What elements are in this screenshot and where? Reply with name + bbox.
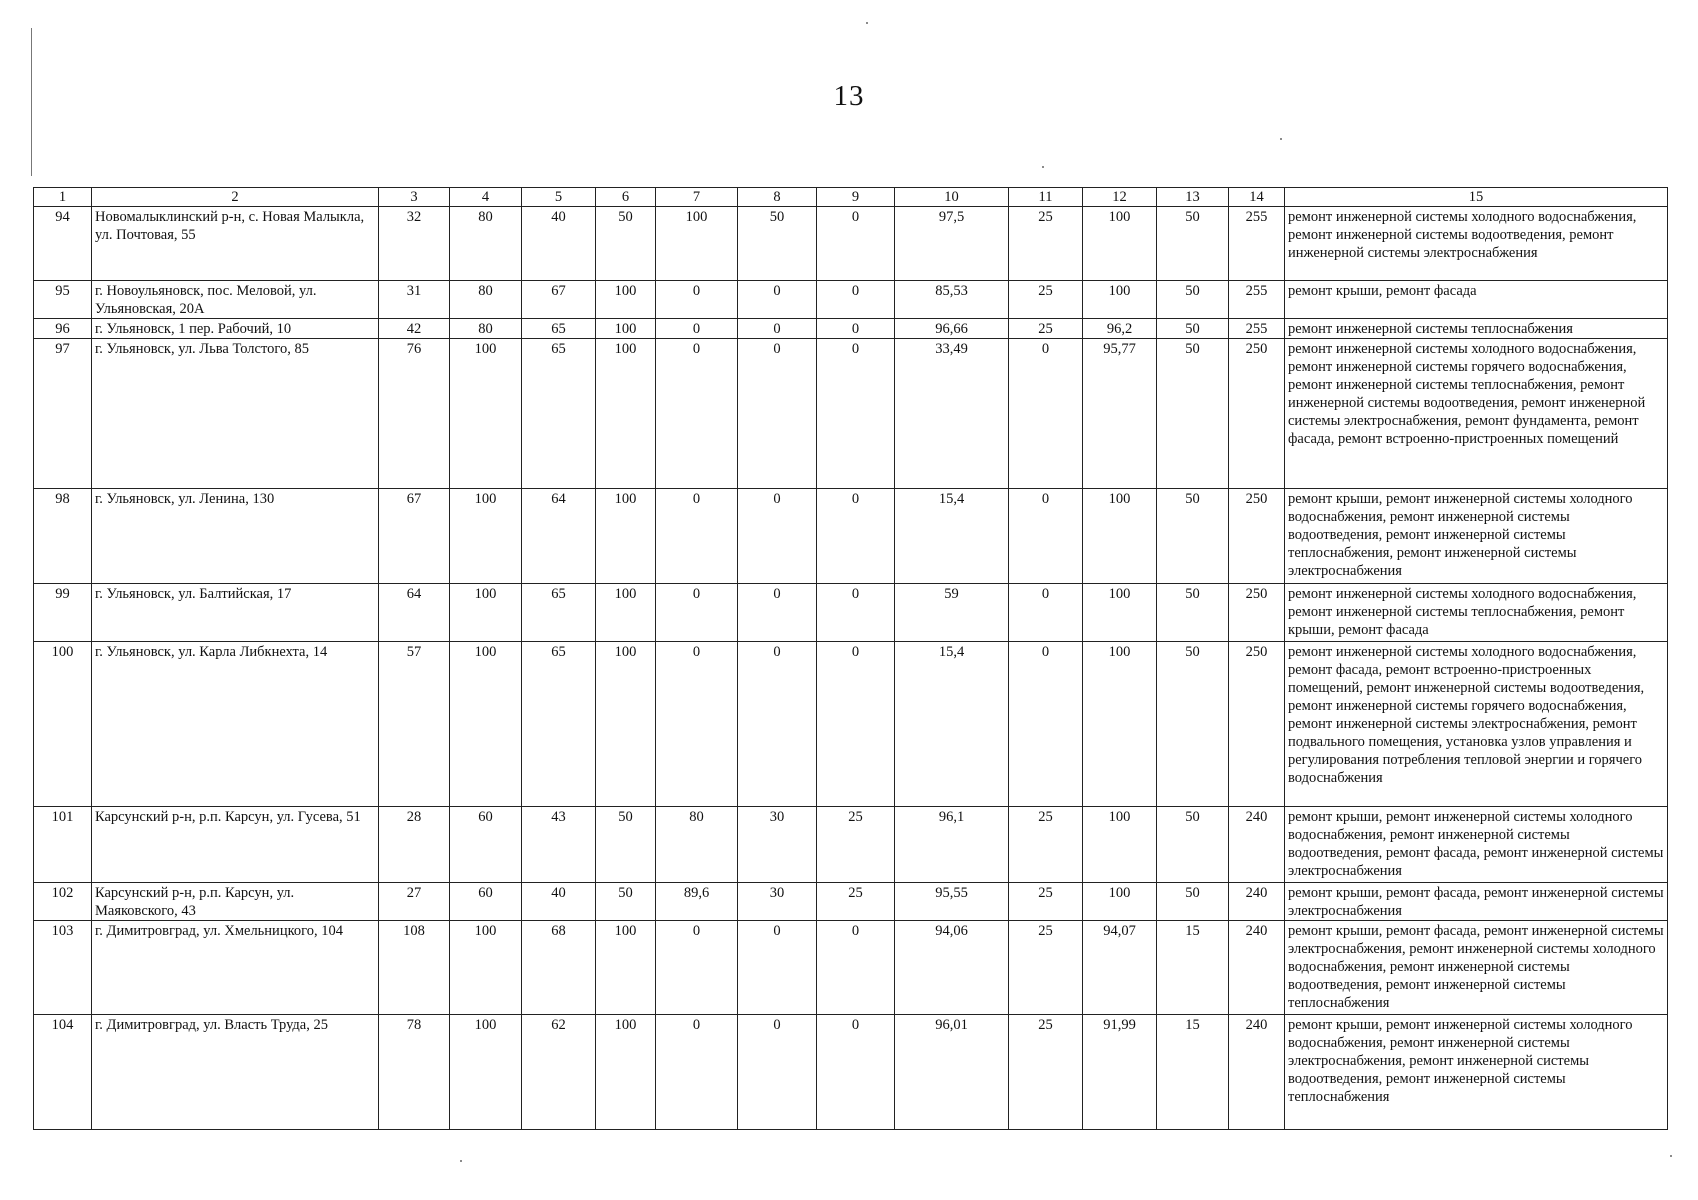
value-col3: 57 <box>379 642 450 807</box>
value-col11: 0 <box>1009 642 1083 807</box>
value-col5: 64 <box>522 489 596 584</box>
value-col12: 100 <box>1083 807 1157 883</box>
value-col13: 50 <box>1157 584 1229 642</box>
value-col7: 0 <box>656 1015 738 1130</box>
value-col8: 50 <box>738 207 817 281</box>
page-number: 13 <box>833 80 865 112</box>
value-col14: 240 <box>1229 921 1285 1015</box>
value-col3: 31 <box>379 281 450 319</box>
column-header: 2 <box>92 188 379 207</box>
value-col13: 50 <box>1157 807 1229 883</box>
address-cell: г. Ульяновск, ул. Балтийская, 17 <box>92 584 379 642</box>
value-col4: 100 <box>450 489 522 584</box>
value-col6: 50 <box>596 883 656 921</box>
table-row <box>34 281 1668 319</box>
value-col10: 33,49 <box>895 339 1009 489</box>
row-number: 99 <box>34 584 92 642</box>
row-number: 101 <box>34 807 92 883</box>
column-header: 10 <box>895 188 1009 207</box>
value-col4: 100 <box>450 584 522 642</box>
value-col10: 15,4 <box>895 642 1009 807</box>
value-col8: 0 <box>738 339 817 489</box>
table-row <box>34 883 1668 921</box>
value-col14: 255 <box>1229 281 1285 319</box>
value-col3: 108 <box>379 921 450 1015</box>
address-cell: Карсунский р-н, р.п. Карсун, ул. Маяковского, 43 <box>92 883 379 921</box>
column-header: 12 <box>1083 188 1157 207</box>
value-col7: 100 <box>656 207 738 281</box>
value-col13: 50 <box>1157 319 1229 339</box>
value-col9: 0 <box>817 1015 895 1130</box>
row-number: 94 <box>34 207 92 281</box>
value-col11: 25 <box>1009 807 1083 883</box>
address-cell: г. Димитровград, ул. Власть Труда, 25 <box>92 1015 379 1130</box>
value-col6: 100 <box>596 281 656 319</box>
value-col5: 62 <box>522 1015 596 1130</box>
value-col14: 250 <box>1229 642 1285 807</box>
value-col11: 25 <box>1009 281 1083 319</box>
works-cell: ремонт инженерной системы холодного водоснабжения, ремонт инженерной системы водоотведения, ремонт инженерной системы электроснабжения <box>1285 207 1668 281</box>
value-col11: 0 <box>1009 489 1083 584</box>
value-col8: 0 <box>738 319 817 339</box>
value-col4: 80 <box>450 281 522 319</box>
value-col14: 250 <box>1229 489 1285 584</box>
value-col3: 42 <box>379 319 450 339</box>
value-col12: 100 <box>1083 883 1157 921</box>
value-col12: 96,2 <box>1083 319 1157 339</box>
value-col7: 0 <box>656 921 738 1015</box>
column-header: 5 <box>522 188 596 207</box>
value-col7: 89,6 <box>656 883 738 921</box>
value-col8: 30 <box>738 807 817 883</box>
scan-speck <box>460 1160 462 1162</box>
table-row <box>34 1015 1668 1130</box>
value-col8: 0 <box>738 584 817 642</box>
value-col5: 40 <box>522 883 596 921</box>
value-col8: 0 <box>738 1015 817 1130</box>
value-col3: 32 <box>379 207 450 281</box>
row-number: 95 <box>34 281 92 319</box>
value-col6: 100 <box>596 489 656 584</box>
value-col14: 250 <box>1229 339 1285 489</box>
value-col14: 255 <box>1229 319 1285 339</box>
value-col10: 95,55 <box>895 883 1009 921</box>
works-cell: ремонт крыши, ремонт фасада <box>1285 281 1668 319</box>
column-header: 7 <box>656 188 738 207</box>
row-number: 103 <box>34 921 92 1015</box>
works-cell: ремонт инженерной системы холодного водоснабжения, ремонт инженерной системы теплоснабжения, ремонт крыши, ремонт фасада <box>1285 584 1668 642</box>
value-col5: 43 <box>522 807 596 883</box>
works-cell: ремонт инженерной системы холодного водоснабжения, ремонт фасада, ремонт встроенно-пристроенных помещений, ремонт инженерной системы водоотведения, ремонт инженерной системы горячего водоснабжения, ремонт инженерной системы электроснабжения, ремонт подвального помещения, установка узлов управления и регулирования потребления тепловой энергии и горячего водоснабжения <box>1285 642 1668 807</box>
works-cell: ремонт инженерной системы холодного водоснабжения, ремонт инженерной системы горячего водоснабжения, ремонт инженерной системы теплоснабжения, ремонт инженерной системы водоотведения, ремонт инженерной системы электроснабжения, ремонт фундамента, ремонт фасада, ремонт встроенно-пристроенных помещений <box>1285 339 1668 489</box>
column-header: 3 <box>379 188 450 207</box>
value-col7: 0 <box>656 319 738 339</box>
value-col3: 78 <box>379 1015 450 1130</box>
value-col4: 80 <box>450 207 522 281</box>
value-col7: 0 <box>656 642 738 807</box>
row-number: 98 <box>34 489 92 584</box>
column-header: 11 <box>1009 188 1083 207</box>
value-col12: 91,99 <box>1083 1015 1157 1130</box>
table-row <box>34 339 1668 489</box>
value-col14: 240 <box>1229 1015 1285 1130</box>
scan-speck <box>1280 138 1282 140</box>
value-col12: 100 <box>1083 207 1157 281</box>
value-col4: 60 <box>450 807 522 883</box>
column-header: 8 <box>738 188 817 207</box>
value-col8: 0 <box>738 921 817 1015</box>
repair-program-table <box>33 187 1668 1130</box>
value-col6: 100 <box>596 319 656 339</box>
address-cell: г. Ульяновск, ул. Ленина, 130 <box>92 489 379 584</box>
value-col10: 97,5 <box>895 207 1009 281</box>
value-col9: 0 <box>817 921 895 1015</box>
value-col14: 255 <box>1229 207 1285 281</box>
value-col12: 100 <box>1083 642 1157 807</box>
value-col6: 50 <box>596 807 656 883</box>
address-cell: Карсунский р-н, р.п. Карсун, ул. Гусева, 51 <box>92 807 379 883</box>
column-header: 9 <box>817 188 895 207</box>
value-col5: 65 <box>522 584 596 642</box>
value-col3: 67 <box>379 489 450 584</box>
value-col12: 100 <box>1083 584 1157 642</box>
header-row <box>34 188 1668 207</box>
value-col10: 96,1 <box>895 807 1009 883</box>
value-col13: 15 <box>1157 921 1229 1015</box>
value-col8: 0 <box>738 489 817 584</box>
value-col6: 100 <box>596 584 656 642</box>
value-col9: 25 <box>817 883 895 921</box>
value-col3: 28 <box>379 807 450 883</box>
value-col13: 50 <box>1157 883 1229 921</box>
works-cell: ремонт крыши, ремонт фасада, ремонт инженерной системы электроснабжения, ремонт инженерной системы холодного водоснабжения, ремонт инженерной системы водоотведения, ремонт инженерной системы теплоснабжения <box>1285 921 1668 1015</box>
table-row <box>34 807 1668 883</box>
value-col12: 94,07 <box>1083 921 1157 1015</box>
value-col7: 0 <box>656 281 738 319</box>
value-col14: 240 <box>1229 807 1285 883</box>
value-col4: 80 <box>450 319 522 339</box>
value-col13: 50 <box>1157 339 1229 489</box>
value-col11: 0 <box>1009 339 1083 489</box>
value-col14: 250 <box>1229 584 1285 642</box>
value-col4: 100 <box>450 1015 522 1130</box>
value-col5: 65 <box>522 339 596 489</box>
table-row <box>34 642 1668 807</box>
value-col10: 59 <box>895 584 1009 642</box>
value-col13: 50 <box>1157 489 1229 584</box>
works-cell: ремонт крыши, ремонт инженерной системы холодного водоснабжения, ремонт инженерной системы водоотведения, ремонт инженерной системы теплоснабжения, ремонт инженерной системы электроснабжения <box>1285 489 1668 584</box>
value-col5: 65 <box>522 642 596 807</box>
value-col3: 64 <box>379 584 450 642</box>
value-col14: 240 <box>1229 883 1285 921</box>
value-col13: 50 <box>1157 642 1229 807</box>
value-col11: 25 <box>1009 1015 1083 1130</box>
address-cell: Новомалыклинский р-н, с. Новая Малыкла, ул. Почтовая, 55 <box>92 207 379 281</box>
column-header: 13 <box>1157 188 1229 207</box>
column-header: 14 <box>1229 188 1285 207</box>
value-col8: 0 <box>738 642 817 807</box>
scan-speck <box>1042 166 1044 168</box>
value-col11: 0 <box>1009 584 1083 642</box>
value-col6: 100 <box>596 642 656 807</box>
table-row <box>34 489 1668 584</box>
value-col5: 68 <box>522 921 596 1015</box>
value-col10: 96,01 <box>895 1015 1009 1130</box>
table-row <box>34 319 1668 339</box>
value-col6: 50 <box>596 207 656 281</box>
works-cell: ремонт инженерной системы теплоснабжения <box>1285 319 1668 339</box>
value-col5: 40 <box>522 207 596 281</box>
value-col6: 100 <box>596 921 656 1015</box>
value-col4: 100 <box>450 339 522 489</box>
value-col9: 0 <box>817 489 895 584</box>
value-col11: 25 <box>1009 319 1083 339</box>
row-number: 96 <box>34 319 92 339</box>
value-col5: 65 <box>522 319 596 339</box>
value-col13: 50 <box>1157 207 1229 281</box>
address-cell: г. Новоульяновск, пос. Меловой, ул. Ульяновская, 20А <box>92 281 379 319</box>
value-col7: 0 <box>656 489 738 584</box>
value-col9: 0 <box>817 642 895 807</box>
table-row <box>34 584 1668 642</box>
value-col6: 100 <box>596 1015 656 1130</box>
table-row <box>34 207 1668 281</box>
value-col3: 76 <box>379 339 450 489</box>
value-col7: 0 <box>656 339 738 489</box>
value-col9: 0 <box>817 281 895 319</box>
works-cell: ремонт крыши, ремонт инженерной системы холодного водоснабжения, ремонт инженерной системы электроснабжения, ремонт инженерной системы водоотведения, ремонт инженерной системы теплоснабжения <box>1285 1015 1668 1130</box>
column-header: 1 <box>34 188 92 207</box>
value-col9: 0 <box>817 319 895 339</box>
value-col5: 67 <box>522 281 596 319</box>
value-col8: 0 <box>738 281 817 319</box>
address-cell: г. Ульяновск, ул. Карла Либкнехта, 14 <box>92 642 379 807</box>
value-col10: 96,66 <box>895 319 1009 339</box>
value-col12: 100 <box>1083 281 1157 319</box>
value-col11: 25 <box>1009 883 1083 921</box>
value-col12: 100 <box>1083 489 1157 584</box>
value-col13: 15 <box>1157 1015 1229 1130</box>
works-cell: ремонт крыши, ремонт инженерной системы холодного водоснабжения, ремонт инженерной системы водоотведения, ремонт фасада, ремонт инженерной системы электроснабжения <box>1285 807 1668 883</box>
value-col9: 0 <box>817 584 895 642</box>
works-cell: ремонт крыши, ремонт фасада, ремонт инженерной системы электроснабжения <box>1285 883 1668 921</box>
column-header: 4 <box>450 188 522 207</box>
row-number: 102 <box>34 883 92 921</box>
value-col3: 27 <box>379 883 450 921</box>
row-number: 104 <box>34 1015 92 1130</box>
value-col8: 30 <box>738 883 817 921</box>
value-col10: 94,06 <box>895 921 1009 1015</box>
column-header: 6 <box>596 188 656 207</box>
row-number: 100 <box>34 642 92 807</box>
value-col4: 100 <box>450 921 522 1015</box>
value-col9: 25 <box>817 807 895 883</box>
value-col7: 80 <box>656 807 738 883</box>
value-col4: 60 <box>450 883 522 921</box>
address-cell: г. Димитровград, ул. Хмельницкого, 104 <box>92 921 379 1015</box>
scan-speck <box>866 22 868 24</box>
value-col9: 0 <box>817 207 895 281</box>
value-col11: 25 <box>1009 207 1083 281</box>
address-cell: г. Ульяновск, ул. Льва Толстого, 85 <box>92 339 379 489</box>
address-cell: г. Ульяновск, 1 пер. Рабочий, 10 <box>92 319 379 339</box>
value-col4: 100 <box>450 642 522 807</box>
value-col11: 25 <box>1009 921 1083 1015</box>
value-col10: 15,4 <box>895 489 1009 584</box>
value-col6: 100 <box>596 339 656 489</box>
value-col10: 85,53 <box>895 281 1009 319</box>
value-col7: 0 <box>656 584 738 642</box>
row-number: 97 <box>34 339 92 489</box>
value-col13: 50 <box>1157 281 1229 319</box>
table-row <box>34 921 1668 1015</box>
column-header: 15 <box>1285 188 1668 207</box>
value-col9: 0 <box>817 339 895 489</box>
value-col12: 95,77 <box>1083 339 1157 489</box>
scan-speck <box>1670 1155 1672 1157</box>
